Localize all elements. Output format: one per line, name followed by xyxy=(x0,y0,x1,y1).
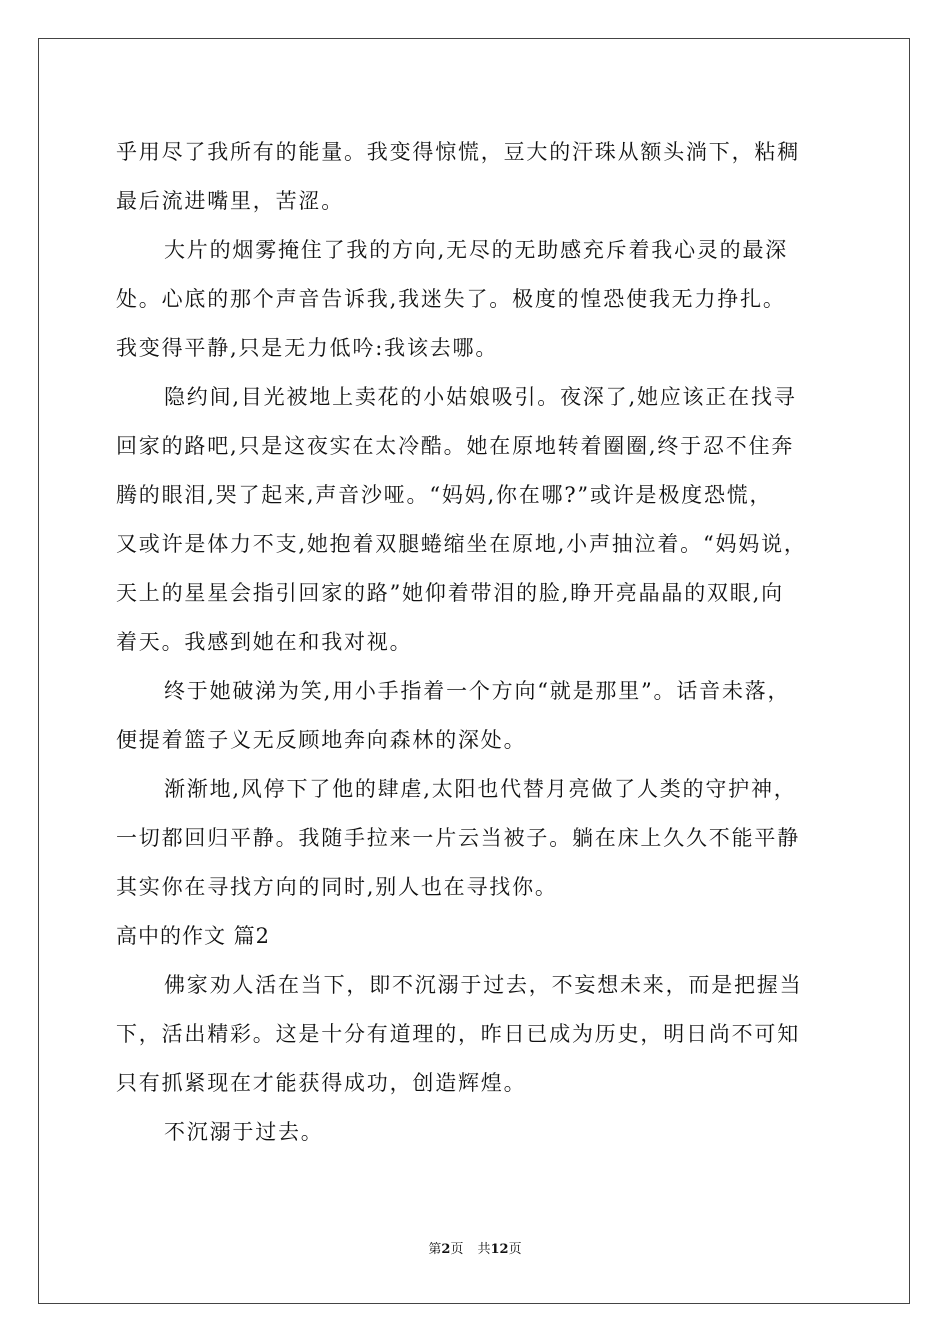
page-footer xyxy=(0,1238,950,1257)
text-line: 回家的路吧,只是这夜实在太冷酷。她在原地转着圈圈,终于忍不住奔 xyxy=(116,434,795,458)
total-prefix: 共 xyxy=(477,1242,491,1257)
text-line: 渐渐地,风停下了他的肆虐,太阳也代替月亮做了人类的守护神， xyxy=(164,777,797,801)
text-line: 隐约间,目光被地上卖花的小姑娘吸引。夜深了,她应该正在找寻 xyxy=(164,385,797,409)
text-line: 佛家劝人活在当下，即不沉溺于过去，不妄想未来，而是把握当 xyxy=(164,973,803,997)
text-line: 不沉溺于过去。 xyxy=(164,1120,324,1144)
text-line: 处。心底的那个声音告诉我,我迷失了。极度的惶恐使我无力挣扎。 xyxy=(116,287,786,311)
text-line: 下，活出精彩。这是十分有道理的，昨日已成为历史，明日尚不可知 xyxy=(116,1022,800,1046)
text-line: 一切都回归平静。我随手拉来一片云当被子。躺在床上久久不能平静 xyxy=(116,826,800,850)
text-line: 着天。我感到她在和我对视。 xyxy=(116,630,413,654)
text-line: 天上的星星会指引回家的路”她仰着带泪的脸,睁开亮晶晶的双眼,向 xyxy=(116,581,784,605)
text-line: 我变得平静,只是无力低吟:我该去哪。 xyxy=(116,336,499,360)
text-line: 最后流进嘴里，苦涩。 xyxy=(116,189,344,213)
text-line: 大片的烟雾掩住了我的方向,无尽的无助感充斥着我心灵的最深 xyxy=(164,238,789,262)
text-line: 其实你在寻找方向的同时,别人也在寻找你。 xyxy=(116,875,558,899)
text-line: 终于她破涕为笑,用小手指着一个方向“就是那里”。话音未落， xyxy=(164,679,791,703)
page-suffix: 页 xyxy=(450,1242,464,1257)
text-line: 又或许是体力不支,她抱着双腿蜷缩坐在原地,小声抽泣着。“妈妈说， xyxy=(116,532,807,556)
total-suffix: 页 xyxy=(508,1242,522,1257)
page-total: 12 xyxy=(490,1242,509,1257)
document-body xyxy=(116,128,836,1157)
text-line: 只有抓紧现在才能获得成功，创造辉煌。 xyxy=(116,1071,527,1095)
text-line: 乎用尽了我所有的能量。我变得惊慌，豆大的汗珠从额头淌下，粘稠 xyxy=(116,140,800,164)
text-line: 便提着篮子义无反顾地奔向森林的深处。 xyxy=(116,728,527,752)
section-heading: 高中的作文 篇2 xyxy=(116,924,271,948)
text-line: 腾的眼泪,哭了起来,声音沙哑。“妈妈,你在哪?”或许是极度恐慌， xyxy=(116,483,773,507)
page-current: 2 xyxy=(441,1242,451,1257)
page-prefix: 第 xyxy=(428,1242,442,1257)
